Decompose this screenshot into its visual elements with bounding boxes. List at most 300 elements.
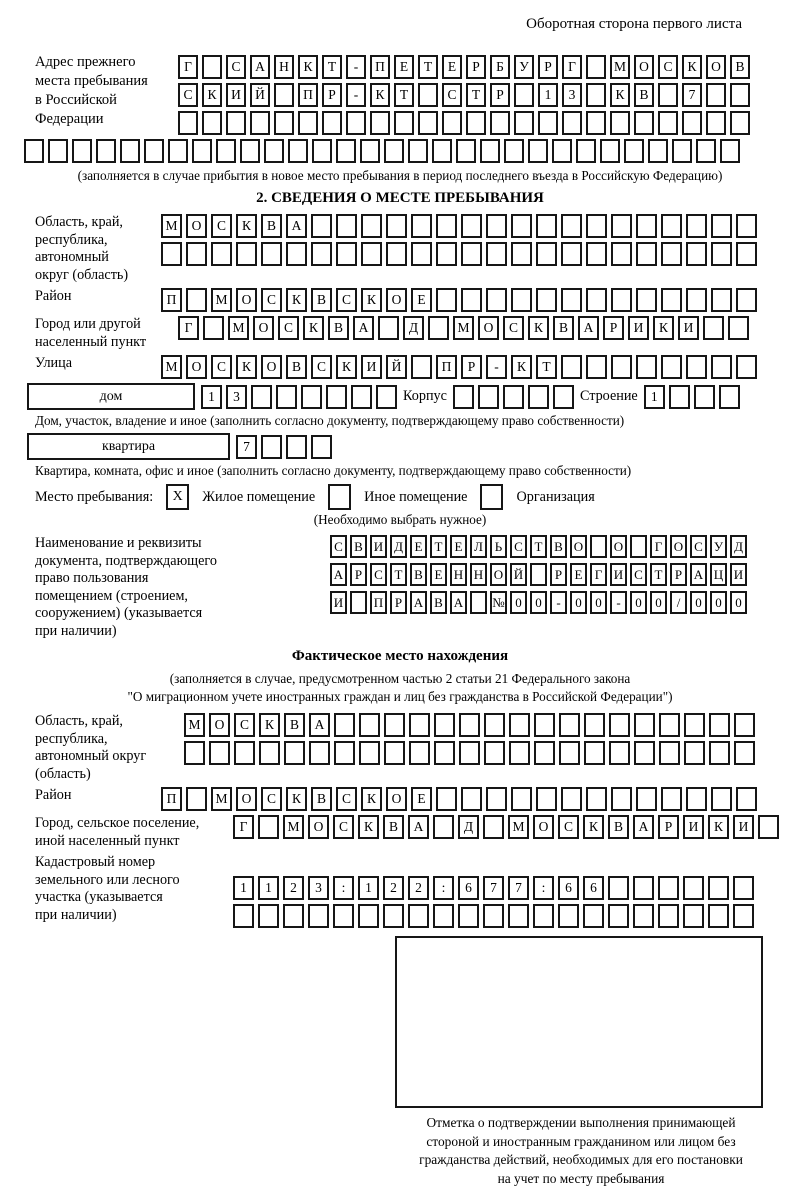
char-cell[interactable] [378, 316, 399, 340]
char-cell[interactable]: 2 [408, 876, 429, 900]
char-cell[interactable]: Н [450, 563, 467, 586]
char-cell[interactable]: 1 [358, 876, 379, 900]
char-cell[interactable]: В [410, 563, 427, 586]
char-cell[interactable]: Р [350, 563, 367, 586]
char-cell[interactable]: К [202, 83, 222, 107]
char-cell[interactable]: - [346, 83, 366, 107]
char-cell[interactable] [386, 214, 407, 238]
char-cell[interactable] [648, 139, 668, 163]
char-cell[interactable]: Д [458, 815, 479, 839]
char-cell[interactable]: С [178, 83, 198, 107]
char-cell[interactable] [659, 741, 680, 765]
char-cell[interactable] [684, 713, 705, 737]
char-cell[interactable] [236, 242, 257, 266]
char-cell[interactable]: № [490, 591, 507, 614]
char-cell[interactable] [610, 111, 630, 135]
char-cell[interactable] [202, 111, 222, 135]
char-cell[interactable]: : [433, 876, 454, 900]
char-cell[interactable]: Д [390, 535, 407, 558]
char-cell[interactable] [709, 713, 730, 737]
char-cell[interactable] [538, 111, 558, 135]
char-cell[interactable] [734, 741, 755, 765]
char-cell[interactable] [490, 111, 510, 135]
char-cell[interactable]: В [311, 787, 332, 811]
char-cell[interactable]: М [453, 316, 474, 340]
char-cell[interactable]: А [309, 713, 330, 737]
char-cell[interactable] [686, 355, 707, 379]
char-cell[interactable]: К [511, 355, 532, 379]
char-cell[interactable]: 1 [233, 876, 254, 900]
char-cell[interactable] [636, 214, 657, 238]
char-cell[interactable]: С [226, 55, 246, 79]
char-cell[interactable]: О [236, 787, 257, 811]
char-cell[interactable]: И [730, 563, 747, 586]
char-cell[interactable]: Р [390, 591, 407, 614]
char-cell[interactable]: С [211, 355, 232, 379]
char-cell[interactable]: : [333, 876, 354, 900]
char-cell[interactable]: К [370, 83, 390, 107]
char-cell[interactable] [736, 242, 757, 266]
char-cell[interactable] [394, 111, 414, 135]
char-cell[interactable] [428, 316, 449, 340]
char-cell[interactable] [436, 214, 457, 238]
char-cell[interactable] [553, 385, 574, 409]
char-cell[interactable] [634, 741, 655, 765]
char-cell[interactable]: 0 [590, 591, 607, 614]
char-cell[interactable] [696, 139, 716, 163]
char-cell[interactable] [634, 713, 655, 737]
char-cell[interactable] [561, 288, 582, 312]
char-cell[interactable] [312, 139, 332, 163]
char-cell[interactable]: / [670, 591, 687, 614]
char-cell[interactable] [586, 111, 606, 135]
char-cell[interactable] [274, 111, 294, 135]
char-cell[interactable]: Т [466, 83, 486, 107]
char-cell[interactable] [24, 139, 44, 163]
char-cell[interactable] [633, 904, 654, 928]
char-cell[interactable]: М [161, 214, 182, 238]
char-cell[interactable]: С [336, 787, 357, 811]
char-cell[interactable] [240, 139, 260, 163]
char-cell[interactable] [561, 214, 582, 238]
char-cell[interactable] [728, 316, 749, 340]
char-cell[interactable]: С [558, 815, 579, 839]
char-cell[interactable]: С [261, 288, 282, 312]
char-cell[interactable] [433, 904, 454, 928]
char-cell[interactable] [120, 139, 140, 163]
char-cell[interactable]: Т [418, 55, 438, 79]
char-cell[interactable]: - [346, 55, 366, 79]
char-cell[interactable] [561, 787, 582, 811]
char-cell[interactable] [288, 139, 308, 163]
char-cell[interactable] [511, 242, 532, 266]
char-cell[interactable]: 1 [201, 385, 222, 409]
char-cell[interactable] [559, 741, 580, 765]
char-cell[interactable] [359, 741, 380, 765]
char-cell[interactable] [311, 214, 332, 238]
char-cell[interactable] [298, 111, 318, 135]
char-cell[interactable]: Ь [490, 535, 507, 558]
char-cell[interactable]: 7 [508, 876, 529, 900]
char-cell[interactable] [694, 385, 715, 409]
char-cell[interactable]: Г [178, 55, 198, 79]
char-cell[interactable]: У [710, 535, 727, 558]
char-cell[interactable]: О [253, 316, 274, 340]
char-cell[interactable] [274, 83, 294, 107]
char-cell[interactable]: С [333, 815, 354, 839]
char-cell[interactable]: Й [386, 355, 407, 379]
char-cell[interactable] [658, 111, 678, 135]
char-cell[interactable]: К [298, 55, 318, 79]
char-cell[interactable]: Т [530, 535, 547, 558]
char-cell[interactable] [684, 741, 705, 765]
char-cell[interactable]: 7 [236, 435, 257, 459]
char-cell[interactable] [536, 214, 557, 238]
char-cell[interactable]: Й [250, 83, 270, 107]
char-cell[interactable]: Т [322, 55, 342, 79]
char-cell[interactable] [586, 355, 607, 379]
char-cell[interactable] [633, 876, 654, 900]
char-cell[interactable] [504, 139, 524, 163]
char-cell[interactable] [559, 713, 580, 737]
char-cell[interactable] [250, 111, 270, 135]
char-cell[interactable] [661, 355, 682, 379]
char-cell[interactable]: И [678, 316, 699, 340]
char-cell[interactable] [708, 876, 729, 900]
char-cell[interactable]: С [311, 355, 332, 379]
char-cell[interactable]: К [708, 815, 729, 839]
char-cell[interactable] [461, 214, 482, 238]
char-cell[interactable]: К [236, 214, 257, 238]
char-cell[interactable]: Л [470, 535, 487, 558]
char-cell[interactable]: В [284, 713, 305, 737]
char-cell[interactable]: Й [510, 563, 527, 586]
char-cell[interactable] [434, 713, 455, 737]
char-cell[interactable]: - [486, 355, 507, 379]
char-cell[interactable]: О [478, 316, 499, 340]
char-cell[interactable]: А [286, 214, 307, 238]
char-cell[interactable]: Е [570, 563, 587, 586]
char-cell[interactable]: Е [450, 535, 467, 558]
char-cell[interactable] [301, 385, 322, 409]
char-cell[interactable]: О [209, 713, 230, 737]
char-cell[interactable]: Е [410, 535, 427, 558]
char-cell[interactable] [611, 214, 632, 238]
char-cell[interactable] [584, 741, 605, 765]
char-cell[interactable] [561, 242, 582, 266]
char-cell[interactable] [634, 111, 654, 135]
char-cell[interactable]: Р [466, 55, 486, 79]
char-cell[interactable]: В [553, 316, 574, 340]
char-cell[interactable]: С [370, 563, 387, 586]
char-cell[interactable]: 0 [690, 591, 707, 614]
char-cell[interactable] [486, 242, 507, 266]
char-cell[interactable] [509, 713, 530, 737]
char-cell[interactable]: 3 [226, 385, 247, 409]
char-cell[interactable]: О [706, 55, 726, 79]
char-cell[interactable]: Д [403, 316, 424, 340]
char-cell[interactable]: О [634, 55, 654, 79]
char-cell[interactable]: Е [411, 288, 432, 312]
char-cell[interactable] [226, 111, 246, 135]
char-cell[interactable] [308, 904, 329, 928]
char-cell[interactable]: В [550, 535, 567, 558]
char-cell[interactable]: И [361, 355, 382, 379]
char-cell[interactable]: О [570, 535, 587, 558]
char-cell[interactable]: К [610, 83, 630, 107]
checkbox-zhiloe[interactable]: X [166, 484, 189, 510]
char-cell[interactable] [730, 111, 750, 135]
char-cell[interactable]: Е [442, 55, 462, 79]
char-cell[interactable]: Т [650, 563, 667, 586]
char-cell[interactable] [470, 591, 487, 614]
char-cell[interactable] [558, 904, 579, 928]
char-cell[interactable] [703, 316, 724, 340]
char-cell[interactable] [483, 904, 504, 928]
char-cell[interactable]: 0 [730, 591, 747, 614]
char-cell[interactable] [636, 288, 657, 312]
char-cell[interactable]: А [250, 55, 270, 79]
char-cell[interactable] [436, 288, 457, 312]
char-cell[interactable] [669, 385, 690, 409]
char-cell[interactable] [168, 139, 188, 163]
char-cell[interactable] [386, 242, 407, 266]
char-cell[interactable]: В [286, 355, 307, 379]
char-cell[interactable] [483, 815, 504, 839]
char-cell[interactable] [360, 139, 380, 163]
char-cell[interactable]: А [450, 591, 467, 614]
char-cell[interactable]: 1 [258, 876, 279, 900]
char-cell[interactable]: А [578, 316, 599, 340]
char-cell[interactable] [661, 242, 682, 266]
char-cell[interactable]: Р [550, 563, 567, 586]
char-cell[interactable] [736, 288, 757, 312]
char-cell[interactable]: Р [538, 55, 558, 79]
char-cell[interactable]: Г [178, 316, 199, 340]
char-cell[interactable]: П [370, 55, 390, 79]
char-cell[interactable] [683, 876, 704, 900]
char-cell[interactable] [346, 111, 366, 135]
char-cell[interactable] [534, 741, 555, 765]
char-cell[interactable] [384, 139, 404, 163]
char-cell[interactable]: 1 [538, 83, 558, 107]
char-cell[interactable]: 6 [458, 876, 479, 900]
char-cell[interactable] [336, 139, 356, 163]
checkbox-inoe[interactable] [328, 484, 351, 510]
char-cell[interactable]: Т [394, 83, 414, 107]
char-cell[interactable] [322, 111, 342, 135]
char-cell[interactable] [309, 741, 330, 765]
char-cell[interactable]: И [226, 83, 246, 107]
char-cell[interactable] [432, 139, 452, 163]
char-cell[interactable] [509, 741, 530, 765]
char-cell[interactable] [326, 385, 347, 409]
char-cell[interactable] [636, 242, 657, 266]
char-cell[interactable] [453, 385, 474, 409]
char-cell[interactable] [434, 741, 455, 765]
char-cell[interactable]: С [442, 83, 462, 107]
char-cell[interactable]: С [330, 535, 347, 558]
char-cell[interactable] [536, 242, 557, 266]
char-cell[interactable] [418, 111, 438, 135]
char-cell[interactable]: И [683, 815, 704, 839]
char-cell[interactable] [311, 435, 332, 459]
char-cell[interactable]: С [658, 55, 678, 79]
char-cell[interactable]: О [186, 355, 207, 379]
char-cell[interactable] [466, 111, 486, 135]
char-cell[interactable] [508, 904, 529, 928]
char-cell[interactable] [583, 904, 604, 928]
char-cell[interactable]: И [610, 563, 627, 586]
char-cell[interactable]: О [236, 288, 257, 312]
char-cell[interactable]: У [514, 55, 534, 79]
char-cell[interactable] [586, 83, 606, 107]
char-cell[interactable]: К [682, 55, 702, 79]
char-cell[interactable] [530, 563, 547, 586]
char-cell[interactable]: 2 [283, 876, 304, 900]
char-cell[interactable]: Р [322, 83, 342, 107]
char-cell[interactable] [211, 242, 232, 266]
char-cell[interactable]: К [336, 355, 357, 379]
char-cell[interactable] [461, 288, 482, 312]
char-cell[interactable] [461, 787, 482, 811]
char-cell[interactable] [384, 741, 405, 765]
char-cell[interactable]: В [261, 214, 282, 238]
char-cell[interactable] [561, 355, 582, 379]
char-cell[interactable] [720, 139, 740, 163]
char-cell[interactable]: 6 [558, 876, 579, 900]
char-cell[interactable] [586, 288, 607, 312]
char-cell[interactable]: П [161, 787, 182, 811]
char-cell[interactable] [216, 139, 236, 163]
char-cell[interactable] [480, 139, 500, 163]
char-cell[interactable]: 3 [308, 876, 329, 900]
char-cell[interactable] [186, 242, 207, 266]
char-cell[interactable] [361, 214, 382, 238]
char-cell[interactable]: Н [274, 55, 294, 79]
char-cell[interactable]: Е [394, 55, 414, 79]
char-cell[interactable] [258, 904, 279, 928]
char-cell[interactable] [461, 242, 482, 266]
char-cell[interactable] [514, 111, 534, 135]
char-cell[interactable] [682, 111, 702, 135]
char-cell[interactable]: М [610, 55, 630, 79]
char-cell[interactable] [611, 787, 632, 811]
char-cell[interactable] [562, 111, 582, 135]
char-cell[interactable]: В [328, 316, 349, 340]
char-cell[interactable]: К [286, 288, 307, 312]
char-cell[interactable] [144, 139, 164, 163]
char-cell[interactable]: Р [603, 316, 624, 340]
char-cell[interactable]: А [330, 563, 347, 586]
char-cell[interactable] [758, 815, 779, 839]
char-cell[interactable] [661, 288, 682, 312]
char-cell[interactable]: К [259, 713, 280, 737]
char-cell[interactable] [284, 741, 305, 765]
char-cell[interactable]: О [308, 815, 329, 839]
char-cell[interactable] [286, 242, 307, 266]
char-cell[interactable] [48, 139, 68, 163]
char-cell[interactable] [261, 435, 282, 459]
char-cell[interactable]: 0 [630, 591, 647, 614]
char-cell[interactable]: - [610, 591, 627, 614]
char-cell[interactable]: С [234, 713, 255, 737]
char-cell[interactable] [234, 741, 255, 765]
char-cell[interactable] [503, 385, 524, 409]
char-cell[interactable] [351, 385, 372, 409]
char-cell[interactable]: К [236, 355, 257, 379]
char-cell[interactable]: В [430, 591, 447, 614]
char-cell[interactable]: С [261, 787, 282, 811]
char-cell[interactable] [552, 139, 572, 163]
char-cell[interactable] [711, 787, 732, 811]
char-cell[interactable] [636, 787, 657, 811]
char-cell[interactable]: И [733, 815, 754, 839]
char-cell[interactable] [456, 139, 476, 163]
char-cell[interactable] [259, 741, 280, 765]
char-cell[interactable] [411, 242, 432, 266]
char-cell[interactable] [708, 904, 729, 928]
char-cell[interactable]: 3 [562, 83, 582, 107]
char-cell[interactable] [576, 139, 596, 163]
char-cell[interactable] [511, 288, 532, 312]
char-cell[interactable] [586, 242, 607, 266]
char-cell[interactable]: 1 [644, 385, 665, 409]
char-cell[interactable]: М [184, 713, 205, 737]
char-cell[interactable] [192, 139, 212, 163]
char-cell[interactable] [72, 139, 92, 163]
char-cell[interactable]: М [283, 815, 304, 839]
char-cell[interactable] [533, 904, 554, 928]
char-cell[interactable] [733, 904, 754, 928]
char-cell[interactable] [184, 741, 205, 765]
char-cell[interactable]: О [490, 563, 507, 586]
char-cell[interactable] [408, 904, 429, 928]
char-cell[interactable] [436, 787, 457, 811]
char-cell[interactable]: Г [562, 55, 582, 79]
char-cell[interactable] [486, 288, 507, 312]
char-cell[interactable] [361, 242, 382, 266]
char-cell[interactable]: 0 [570, 591, 587, 614]
char-cell[interactable]: Р [490, 83, 510, 107]
char-cell[interactable] [611, 355, 632, 379]
char-cell[interactable]: С [336, 288, 357, 312]
char-cell[interactable] [590, 535, 607, 558]
char-cell[interactable]: О [533, 815, 554, 839]
char-cell[interactable]: К [528, 316, 549, 340]
char-cell[interactable] [733, 876, 754, 900]
checkbox-organizaciya[interactable] [480, 484, 503, 510]
char-cell[interactable] [336, 242, 357, 266]
char-cell[interactable]: М [211, 787, 232, 811]
char-cell[interactable] [436, 242, 457, 266]
char-cell[interactable] [686, 242, 707, 266]
char-cell[interactable]: О [386, 288, 407, 312]
char-cell[interactable]: 2 [383, 876, 404, 900]
char-cell[interactable]: К [653, 316, 674, 340]
char-cell[interactable] [624, 139, 644, 163]
char-cell[interactable] [276, 385, 297, 409]
char-cell[interactable]: Е [430, 563, 447, 586]
char-cell[interactable] [311, 242, 332, 266]
char-cell[interactable] [611, 288, 632, 312]
char-cell[interactable]: А [690, 563, 707, 586]
char-cell[interactable] [418, 83, 438, 107]
char-cell[interactable] [630, 535, 647, 558]
char-cell[interactable] [609, 713, 630, 737]
char-cell[interactable] [584, 713, 605, 737]
char-cell[interactable] [659, 713, 680, 737]
